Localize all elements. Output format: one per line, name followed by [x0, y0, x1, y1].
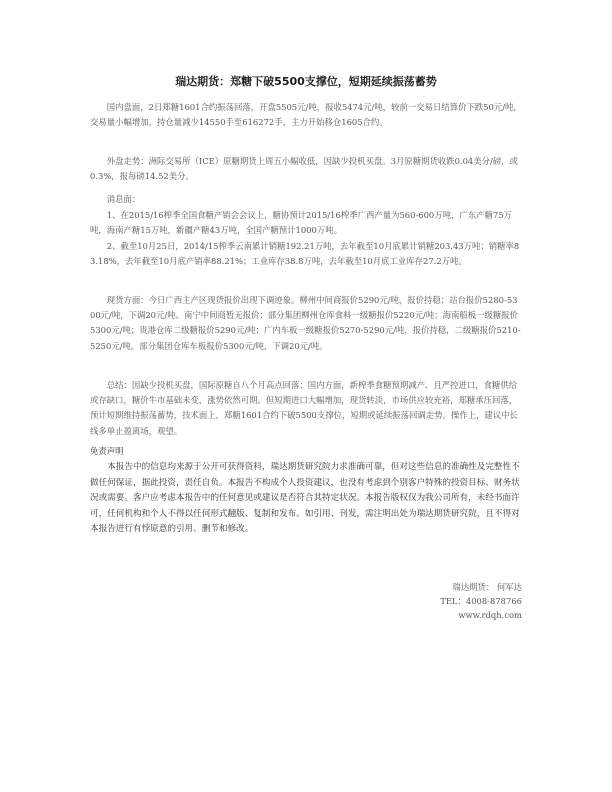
signature-block — [440, 580, 522, 622]
news-heading: 消息面： — [106, 194, 141, 204]
paragraph-domestic-market: 国内盘面，2日郑糖1601合约振荡回落，开盘5505元/吨，报收5474元/吨，较前一交易日结算价下跌50元/吨，交易量小幅增加，持仓量减少14550手至616272手，主力开始移仓1605合约。 — [90, 102, 522, 128]
paragraph-spot-market: 现货方面：今日广西主产区现货报价出现下调迹象。柳州中间商报价5290元/吨，报价持稳；站台报价5280-5300元/吨，下调20元/吨。南宁中间商暂无报价；部分集团柳州仓库食料一级糖报价5220元/吨；海南船板一级糖报价5300元/吨；贵港仓库二级糖报价5290元/吨；广内车板一级糖报价5270-5290元/吨，报价持稳，二级糖报价5210-5250元/吨。部分集团仓库车板报价5300元/吨，下调20元/吨。 — [90, 295, 521, 351]
disclaimer-body: 本报告中的信息均来源于公开可获得资料，瑞达期货研究院力求准确可靠，但对这些信息的准确性及完整性不做任何保证，据此投资，责任自负。本报告不构成个人投资建议，也没有考虑到个别客户特殊的投资目标、财务状况或需要。客户应考虑本报告中的任何意见或建议是否符合其特定状况。本报告版权仅为我公司所有，未经书面许可，任何机构和个人不得以任何形式翻版、复制和发布。如引用、刊发，需注明出处为瑞达期货研究院，且不得对本报告进行有悖原意的引用、删节和修改。 — [90, 462, 520, 535]
signature-author: 瑞达期货： 何军达 — [452, 582, 522, 592]
news-item-2: 2、截至10月25日，2014/15榨季云南累计销糖192.21万吨，去年截至10月底累计销糖203.43万吨；销糖率83.18%，去年截至10月底产销率88.21%；工业库存38.8万吨，去年截至10月底工业库存27.2万吨。 — [90, 241, 520, 267]
signature-website: www.rdqh.com — [458, 610, 522, 620]
disclaimer-heading: 免责声明 — [90, 446, 124, 456]
paragraph-summary: 总结：因缺少投机买盘，国际原糖自八个月高点回落；国内方面，新榨季食糖预期减产、且严控进口，食糖供给或存缺口，糖价牛市基础未变，涨势依然可期。但短期进口大幅增加，现货转淡，市场供应较充裕，郑糖承压回落，预计短期维持振荡蓄势，技术面上，郑糖1601合约下破5500支撑位，短期或延续振荡回调走势。操作上，建议中长线多单止盈离场，观望。 — [90, 380, 518, 436]
paragraph-external-market: 外盘走势：洲际交易所（ICE）原糖期货上周五小幅收低，因缺少投机买盘。3月原糖期货收跌0.04美分/磅，或0.3%，报每磅14.52美分。 — [90, 156, 518, 182]
news-item-1: 1、在2015/16榨季全国食糖产销会会议上，糖协预计2015/16榨季广西产量为560-600万吨，广东产糖75万吨，海南产糖15万吨，新疆产糖43万吨，全国产糖预计1000万吨。 — [90, 210, 512, 236]
signature-phone: TEL：4008-878766 — [440, 596, 522, 606]
document-title: 瑞达期货：郑糖下破5500支撑位，短期延续振荡蓄势 — [175, 75, 437, 88]
